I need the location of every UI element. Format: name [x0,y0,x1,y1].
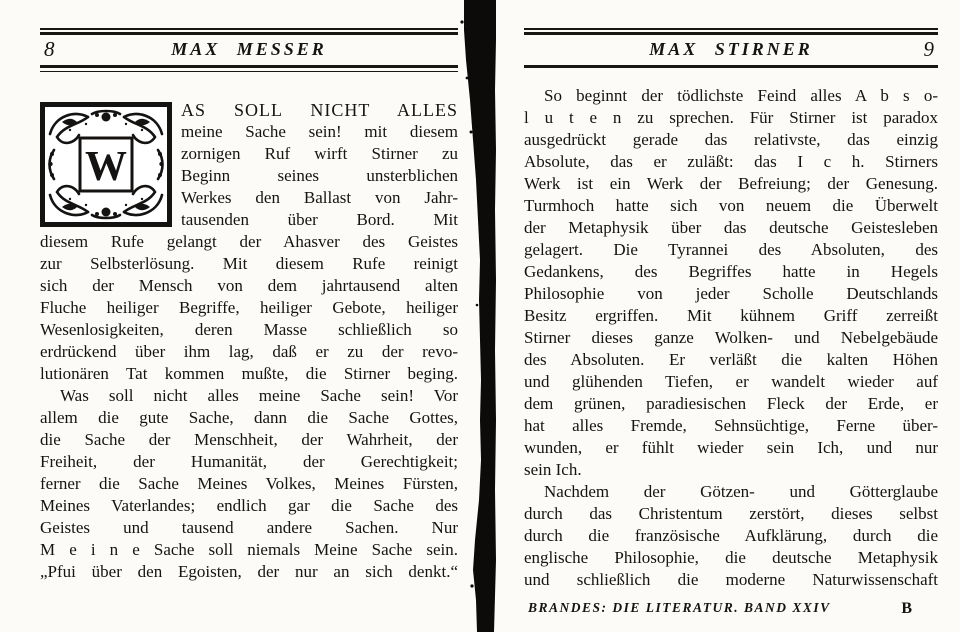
text-line: Nachdem der Götzen- und Götterglaube [544,481,938,501]
text-line: Beginn seines unsterblichen [181,166,458,185]
page-footer [524,600,938,618]
text-line: durch die französische Aufklärung, durch die [524,525,938,545]
text-line: dem grünen, paradiesischen Fleck der Erde, er [524,393,938,413]
left-page-body [40,99,458,583]
header-rule-bottom-thick [40,65,458,68]
text-line: durch das Christentum zerstört, dieses selbst [524,503,938,523]
text-line: Absolute, das er zuläßt: das I c h. Stirners [524,151,938,171]
header-rule-bottom-thin [40,71,458,73]
text-line: Wesenlosigkeiten, deren Masse schließlich so [40,320,458,339]
text-line: So beginnt der tödlichste Feind alles A b s o- [544,85,938,105]
text-line: Turmhoch hatte sich von neuem die Überwelt [524,195,938,215]
text-line: Freiheit, der Humanität, der Gerechtigkeit; [40,452,458,471]
text-line: Geistes und tausend andere Sachen. Nur [40,518,458,537]
printer-signature-mark: B [901,599,912,617]
text-line: und glühenden Tiefen, er wandelt wieder auf [524,371,938,391]
text-line: „Pfui über den Egoisten, der nur an sich denkt.“ [40,562,458,581]
left-page [40,28,458,583]
text-line: tausenden über Bord. Mit [181,210,458,229]
left-page-header [40,28,458,72]
floral-initial-ornament-icon [40,102,172,227]
text-line: lutionären Tat kommen mußte, die Stirner beging. [40,364,458,383]
text-line: Was soll nicht alles meine Sache sein! Vor [60,386,458,405]
text-line: AS SOLL NICHT ALLES [181,100,458,120]
text-line: diesem Rufe gelangt der Ahasver des Geistes [40,232,458,251]
text-line: l u t e n zu sprechen. Für Stirner ist paradox [524,107,938,127]
page-number: 9 [923,36,934,61]
text-line: und schließlich die moderne Naturwissenschaft [524,569,938,589]
text-line: Besitz ergriffen. Mit kühnem Griff zerreißt [524,305,938,325]
text-line: gelagert. Die Tyrannei des Absoluten, des [524,239,938,259]
page-number: 8 [44,36,55,61]
text-line: erdrückend über ihm lag, daß er zu der revo- [40,342,458,361]
text-line: Werk ist ein Werk der Befreiung; der Genesung. [524,173,938,193]
header-rule-top-thick [524,32,938,35]
header-rule-top-thick [40,32,458,35]
text-line: wunden, er fühlt wieder sein Ich, und nur [524,437,938,457]
running-head-title: MAX STIRNER [649,38,813,59]
text-line: die Sache der Menschheit, der Wahrheit, der [40,430,458,449]
paragraph-2 [40,385,458,583]
text-line: meine Sache sein! mit diesem [181,122,458,141]
text-line: der Metaphysik über das deutsche Geistesleben [524,217,938,237]
book-gutter-shadow-icon [450,0,506,632]
text-line: sich der Mensch von dem jahrtausend alten [40,276,458,295]
text-line: ausgedrückt gerade das relativste, das einzig [524,129,938,149]
paragraph-1 [524,85,938,481]
header-rule-top-thin [40,28,458,30]
text-line: ferner die Sache Meines Volkes, Meines Fürsten, [40,474,458,493]
right-page-body [524,85,938,591]
header-rule-top-thin [524,28,938,30]
text-line: Werkes den Ballast von Jahr- [181,188,458,207]
text-line: Gedankens, des Begriffes hatte in Hegels [524,261,938,281]
dropcap-paragraph-start [40,99,458,231]
text-line: Philosophie von jeder Scholle Deutschlands [524,283,938,303]
text-line: englische Philosophie, die deutsche Metaphysik [524,547,938,567]
header-rule-bottom [524,65,938,68]
running-head-title: MAX MESSER [171,38,327,59]
text-line: Fluche heiliger Begriffe, heiliger Gebote, heiliger [40,298,458,317]
series-imprint: BRANDES: DIE LITERATUR. BAND XXIV [528,599,831,615]
text-line: Meines Vaterlandes; endlich gar die Sache des [40,496,458,515]
right-page-header [524,28,938,68]
text-line: zornigen Ruf wirft Stirner zu [181,144,458,163]
text-line: allem die gute Sache, dann die Sache Gottes, [40,408,458,427]
dropcap-adjacent-lines [181,99,458,231]
right-page [524,28,938,618]
text-line: M e i n e Sache soll niemals Meine Sache sein. [40,540,458,559]
text-line: sein Ich. [524,459,582,479]
text-line: zur Selbsterlösung. Mit diesem Rufe reinigt [40,254,458,273]
text-line: Stirner dieses ganze Wolken- und Nebelgebäude [524,327,938,347]
paragraph-1-continuation [40,231,458,385]
text-line: hat alles Fremde, Sehnsüchtige, Ferne über- [524,415,938,435]
dropcap-letter: W [85,144,127,190]
text-line: des Absoluten. Er verläßt die kalten Höhen [524,349,938,369]
paragraph-2 [524,481,938,591]
